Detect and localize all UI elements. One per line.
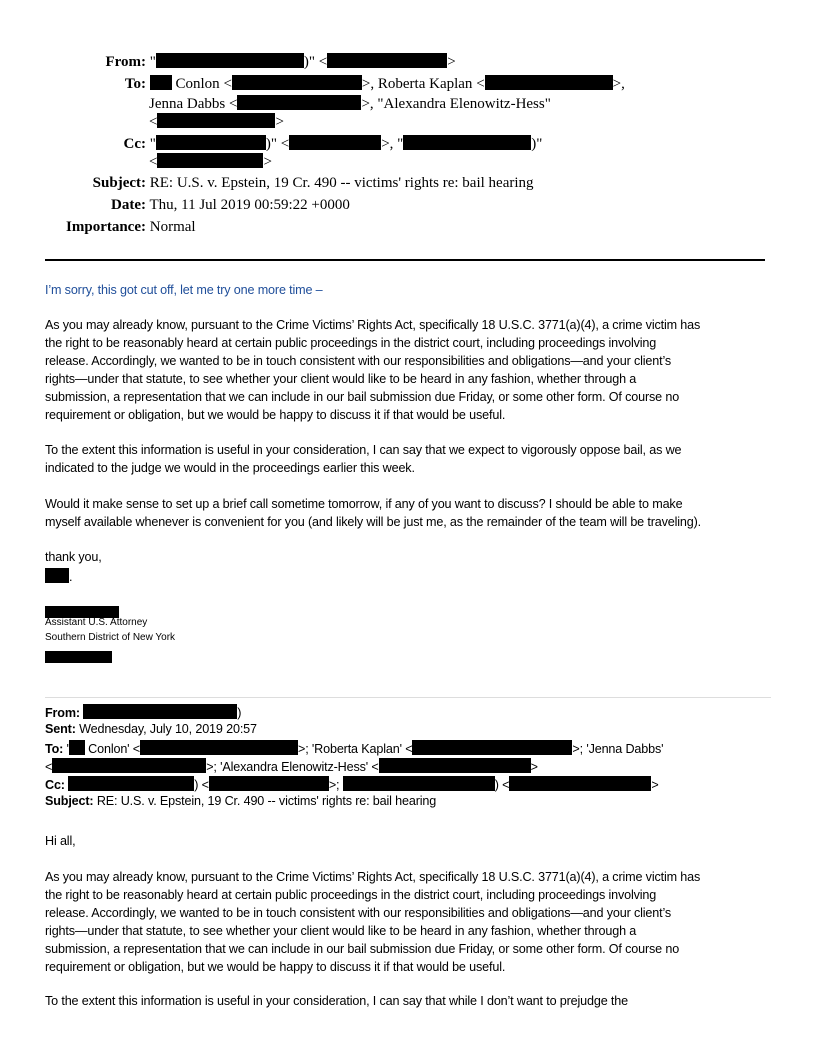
redaction [45, 568, 69, 583]
redaction [156, 53, 304, 68]
email-printout: From: " )" < > To: Conlon < >, Roberta Kaplan < >, Jenna Dabbs < >, "Alexandra Elenowitz-Hess" < > Cc: " )" < >, " )" < > Subject: RE: U.S. v. Epstein, 19 Cr. 490 -- victims' rights re: bail hearing Date: Thu, 11 Jul 2019 00:59:22 +0000 Importance: Normal I’m sorry, this got cut off, let me try one more time – As you may already know, pursuant to the Crime Victims’ Rights Act, specifically 18 U.S.C. 3771(a)(4), a crime victim has the right to be reasonably heard at certain public proceedings in the district court, including proceedings involving release. Accordingly, we wanted to be in touch consistent with our responsibilities and obligations—and your client’s rights—under that statute, to see whether your client would like to be heard in any fashion, whether through a submission, a representation that we can include in our bail submission due Friday, or some other form. Of course no requirement or obligation, but we would be happy to discuss it if that would be useful. To the extent this information is useful in your consideration, I can say that we expect to vigorously oppose bail, as we indicated to the judge we would in the proceedings earlier this week. Would it make sense to set up a brief call sometime tomorrow, if any of you want to discuss? I should be able to make myself available whenever is convenient for you (and likely will be just me, as the remainder of the team will be traveling). thank you, . Assistant U.S. Attorney Southern District of New York From: ) Sent: Wednesday, July 10, 2019 20:57 To: ' Conlon' < >; 'Roberta Kaplan' < >; 'Jenna Dabbs' < >; 'Alexandra Elenowitz-Hess' < > Cc: ) < >; ) < > Subject: RE: U.S. v. Epstein, 19 Cr. 490 -- victims' rights re: bail hearing Hi all, As you may already know, pursuant to the Crime Victims’ Rights Act, specifically 18 U.S.C. 3771(a)(4), a crime victim has the right to be reasonably heard at certain public proceedings in the district court, including proceedings involving release. Accordingly, we wanted to be in touch consistent with our responsibilities and obligations—and your client’s rights—under that statute, to see whether your client would like to be heard in any fashion, whether through a submission, a representation that we can include in our bail submission due Friday, or some other form. Of course no requirement or obligation, but we would be happy to discuss it if that would be useful. To the extent this information is useful in your consideration, I can say that while I don’t want to prejudge the [0, 0, 816, 1056]
redaction [232, 75, 362, 90]
subject-row: Subject: RE: U.S. v. Epstein, 19 Cr. 490 -- victims' rights re: bail hearing [92, 175, 534, 191]
signature-initials: . [45, 568, 72, 584]
orig-subject-row: Subject: RE: U.S. v. Epstein, 19 Cr. 490 -- victims' rights re: bail hearing [45, 794, 437, 808]
redaction [343, 776, 495, 791]
orig-cc-row: Cc: ) < >; ) < > [45, 778, 659, 792]
date-row: Date: Thu, 11 Jul 2019 00:59:22 +0000 [111, 197, 350, 213]
redaction [140, 740, 298, 755]
orig-to-row: To: ' Conlon' < >; 'Roberta Kaplan' < >; 'Jenna Dabbs' [45, 742, 664, 756]
redaction [412, 740, 572, 755]
redaction [509, 776, 651, 791]
to-row: To: Conlon < >, Roberta Kaplan < >, [124, 76, 625, 92]
redaction [379, 758, 531, 773]
redaction [69, 740, 85, 755]
intro-text: I’m sorry, this got cut off, let me try one more time – [45, 283, 323, 297]
from-row: From: " )" < > [105, 54, 456, 70]
cc-row: Cc: " )" < >, " )" [123, 136, 543, 152]
orig-sent-row: Sent: Wednesday, July 10, 2019 20:57 [45, 722, 257, 736]
redaction [45, 651, 112, 663]
redaction [156, 135, 266, 150]
redaction [237, 95, 361, 110]
redaction [52, 758, 206, 773]
divider [45, 259, 765, 261]
divider [45, 697, 771, 698]
redaction [68, 776, 194, 791]
redaction [485, 75, 613, 90]
redaction [150, 75, 172, 90]
redaction [83, 704, 237, 719]
importance-row: Importance: Normal [66, 219, 196, 235]
redaction [403, 135, 531, 150]
redaction [157, 113, 275, 128]
orig-from-row: From: ) [45, 706, 242, 720]
redaction [209, 776, 329, 791]
redaction [327, 53, 447, 68]
redaction [157, 153, 263, 168]
redaction [289, 135, 381, 150]
